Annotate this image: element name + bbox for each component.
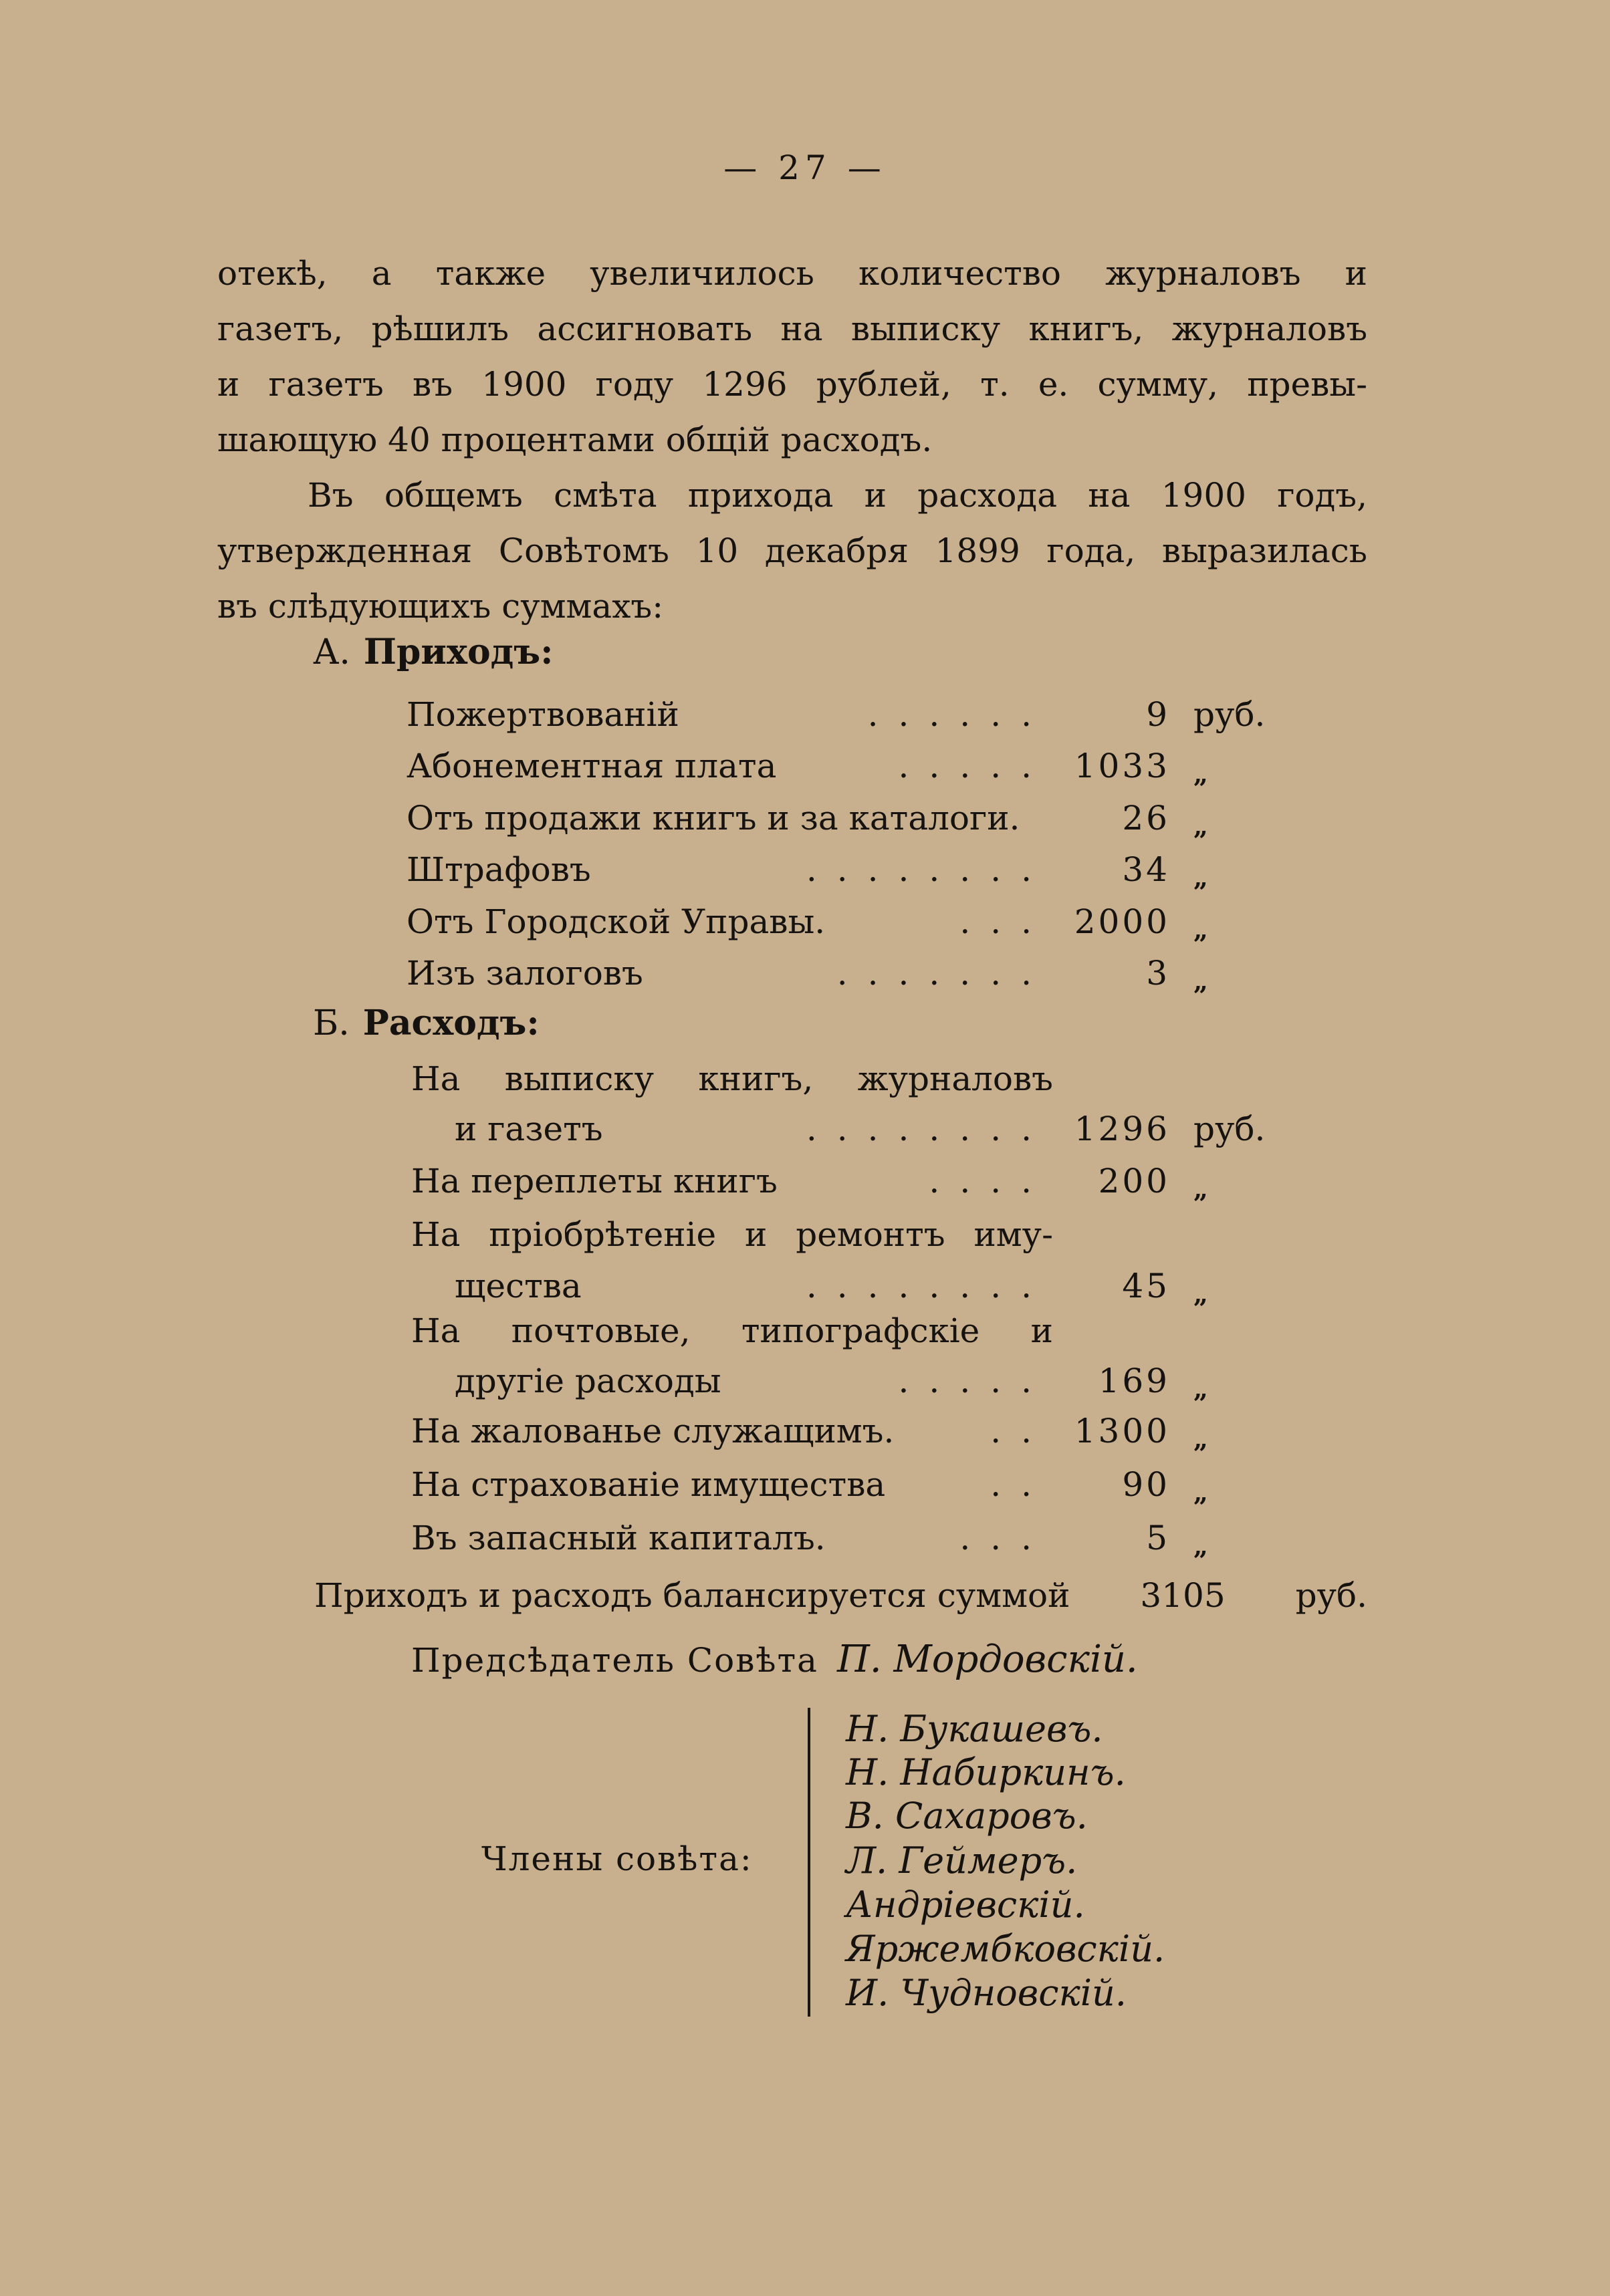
ledger-unit: „ bbox=[1193, 1174, 1208, 1204]
ledger-label bbox=[411, 1412, 1052, 1450]
ledger-row-first-line bbox=[0, 1311, 1610, 1358]
ledger-amount: 34 bbox=[1122, 850, 1170, 889]
ledger-label-line1: На выписку книгъ, журналовъ bbox=[411, 1059, 1053, 1098]
ledger-label bbox=[411, 1519, 1052, 1557]
ledger-unit: „ bbox=[1193, 1374, 1208, 1404]
ledger-row bbox=[0, 902, 1610, 949]
leader-dots: ..... bbox=[898, 747, 1052, 785]
total-amount: 3105 bbox=[1140, 1576, 1226, 1615]
ledger-unit: „ bbox=[1193, 1279, 1208, 1309]
ledger-label-text: Отъ продажи книгъ и за каталоги. bbox=[407, 799, 1020, 838]
member-signature: Н. Букашевъ. bbox=[846, 1708, 1103, 1750]
ledger-label-text: и газетъ bbox=[455, 1110, 603, 1148]
income-heading bbox=[313, 632, 553, 672]
ledger-label bbox=[455, 1362, 1052, 1400]
ledger-amount: 1033 bbox=[1074, 747, 1170, 785]
ledger-label bbox=[411, 1465, 1052, 1504]
ledger-label-text: Абонементная плата bbox=[407, 747, 777, 785]
leader-dots: ..... bbox=[898, 1362, 1052, 1400]
ledger-unit: „ bbox=[1193, 811, 1208, 841]
member-signature: В. Сахаровъ. bbox=[846, 1795, 1088, 1837]
expenses-heading bbox=[313, 1003, 540, 1043]
ledger-amount: 3 bbox=[1146, 954, 1170, 993]
ledger-unit: „ bbox=[1193, 1477, 1208, 1507]
member-signature: Яржембковскій. bbox=[846, 1928, 1165, 1970]
paragraph-continuation bbox=[217, 246, 1367, 468]
ledger-label-text: Отъ Городской Управы. bbox=[407, 902, 826, 941]
ledger-label-line1: На пріобрѣтеніе и ремонтъ иму- bbox=[411, 1215, 1053, 1254]
ledger-amount: 169 bbox=[1098, 1362, 1170, 1400]
ledger-label bbox=[411, 1162, 1052, 1200]
leader-dots: ...... bbox=[867, 695, 1052, 734]
income-letter: А. bbox=[313, 632, 350, 672]
ledger-amount: 200 bbox=[1098, 1162, 1170, 1200]
ledger-label-text: Въ запасный капиталъ. bbox=[411, 1519, 826, 1557]
text-line: въ слѣдующихъ суммахъ: bbox=[217, 587, 664, 626]
ledger-row bbox=[0, 799, 1610, 846]
text-line: шающую 40 процентами общій расходъ. bbox=[217, 420, 933, 459]
ledger-label bbox=[455, 1110, 1052, 1148]
paragraph-budget-intro bbox=[217, 468, 1367, 634]
ledger-unit: „ bbox=[1193, 862, 1208, 892]
ledger-label bbox=[455, 1267, 1052, 1305]
ledger-row bbox=[0, 1267, 1610, 1313]
total-line bbox=[314, 1576, 1367, 1615]
ledger-row bbox=[0, 954, 1610, 1001]
ledger-label-text: На жалованье служащимъ. bbox=[411, 1412, 895, 1450]
ledger-label bbox=[407, 850, 1052, 889]
ledger-label-line1: На почтовые, типографскіе и bbox=[411, 1311, 1053, 1350]
ledger-row bbox=[0, 747, 1610, 793]
ledger-label-text: Изъ залоговъ bbox=[407, 954, 643, 993]
ledger-label bbox=[407, 799, 1052, 838]
ledger-label bbox=[407, 902, 1052, 941]
member-signature: И. Чудновскій. bbox=[846, 1972, 1127, 2014]
ledger-amount: 45 bbox=[1122, 1267, 1170, 1305]
members-label: Члены совѣта: bbox=[481, 1839, 753, 1878]
text-line: газетъ, рѣшилъ ассигновать на выписку книгъ, журналовъ bbox=[217, 309, 1367, 348]
ledger-label-text: На страхованіе имущества bbox=[411, 1465, 886, 1504]
total-text: Приходъ и расходъ балансируется суммой bbox=[314, 1576, 1070, 1615]
ledger-row bbox=[0, 1412, 1610, 1458]
expenses-title: Расходъ: bbox=[362, 1003, 540, 1043]
leader-dots: ....... bbox=[836, 954, 1052, 993]
ledger-unit: „ bbox=[1193, 1531, 1208, 1561]
ledger-unit: руб. bbox=[1193, 695, 1266, 734]
ledger-unit: „ bbox=[1193, 1424, 1208, 1454]
member-signature: Л. Геймеръ. bbox=[846, 1839, 1078, 1882]
text-line: утвержденная Совѣтомъ 10 декабря 1899 года, выразилась bbox=[217, 531, 1367, 570]
ledger-row bbox=[0, 1362, 1610, 1408]
ledger-amount: 26 bbox=[1122, 799, 1170, 838]
leader-dots: .. bbox=[990, 1465, 1052, 1504]
leader-dots: .... bbox=[929, 1162, 1052, 1200]
member-signature: Андріевскій. bbox=[846, 1884, 1085, 1926]
ledger-row-first-line bbox=[0, 1215, 1610, 1262]
ledger-amount: 2000 bbox=[1074, 902, 1170, 941]
member-signature: Н. Набиркинъ. bbox=[846, 1751, 1126, 1793]
chairman-line bbox=[411, 1638, 1138, 1681]
text-line: и газетъ въ 1900 году 1296 рублей, т. е. сумму, превы- bbox=[217, 365, 1367, 404]
ledger-unit: „ bbox=[1193, 914, 1208, 944]
ledger-amount: 1296 bbox=[1074, 1110, 1170, 1148]
page-number: — 27 — bbox=[723, 148, 887, 187]
ledger-unit: руб. bbox=[1193, 1110, 1266, 1148]
ledger-row bbox=[0, 1519, 1610, 1565]
chairman-signature: П. Мордовскій. bbox=[837, 1638, 1138, 1681]
ledger-label-text: Пожертвованій bbox=[407, 695, 679, 734]
text-line: отекѣ, а также увеличилось количество журналовъ и bbox=[217, 254, 1367, 293]
ledger-amount: 1300 bbox=[1074, 1412, 1170, 1450]
ledger-label bbox=[407, 954, 1052, 993]
ledger-row bbox=[0, 1110, 1610, 1156]
leader-dots: .. bbox=[990, 1412, 1052, 1450]
ledger-row bbox=[0, 695, 1610, 742]
ledger-row bbox=[0, 1465, 1610, 1512]
expenses-letter: Б. bbox=[313, 1003, 350, 1043]
ledger-label bbox=[407, 695, 1052, 734]
ledger-unit: „ bbox=[1193, 759, 1208, 789]
ledger-label-text: другіе расходы bbox=[455, 1362, 721, 1400]
ledger-amount: 90 bbox=[1122, 1465, 1170, 1504]
ledger-label-text: щества bbox=[455, 1267, 582, 1305]
ledger-label-text: Штрафовъ bbox=[407, 850, 591, 889]
leader-dots: ... bbox=[959, 1519, 1052, 1557]
leader-dots: ........ bbox=[806, 1267, 1052, 1305]
leader-dots: ........ bbox=[806, 1110, 1052, 1148]
ledger-unit: „ bbox=[1193, 966, 1208, 996]
members-brace bbox=[808, 1708, 810, 2017]
ledger-label-text: На переплеты книгъ bbox=[411, 1162, 778, 1200]
ledger-label bbox=[407, 747, 1052, 785]
leader-dots: ... bbox=[959, 902, 1052, 941]
ledger-amount: 9 bbox=[1146, 695, 1170, 734]
chairman-title: Предсѣдатель Совѣта bbox=[411, 1641, 818, 1680]
income-title: Приходъ: bbox=[363, 632, 554, 672]
text-line: Въ общемъ смѣта прихода и расхода на 1900 годъ, bbox=[308, 476, 1367, 515]
leader-dots: ........ bbox=[806, 850, 1052, 889]
ledger-row-first-line bbox=[0, 1059, 1610, 1106]
ledger-row bbox=[0, 850, 1610, 897]
ledger-amount: 5 bbox=[1146, 1519, 1170, 1557]
total-unit: руб. bbox=[1295, 1576, 1367, 1615]
ledger-row bbox=[0, 1162, 1610, 1208]
